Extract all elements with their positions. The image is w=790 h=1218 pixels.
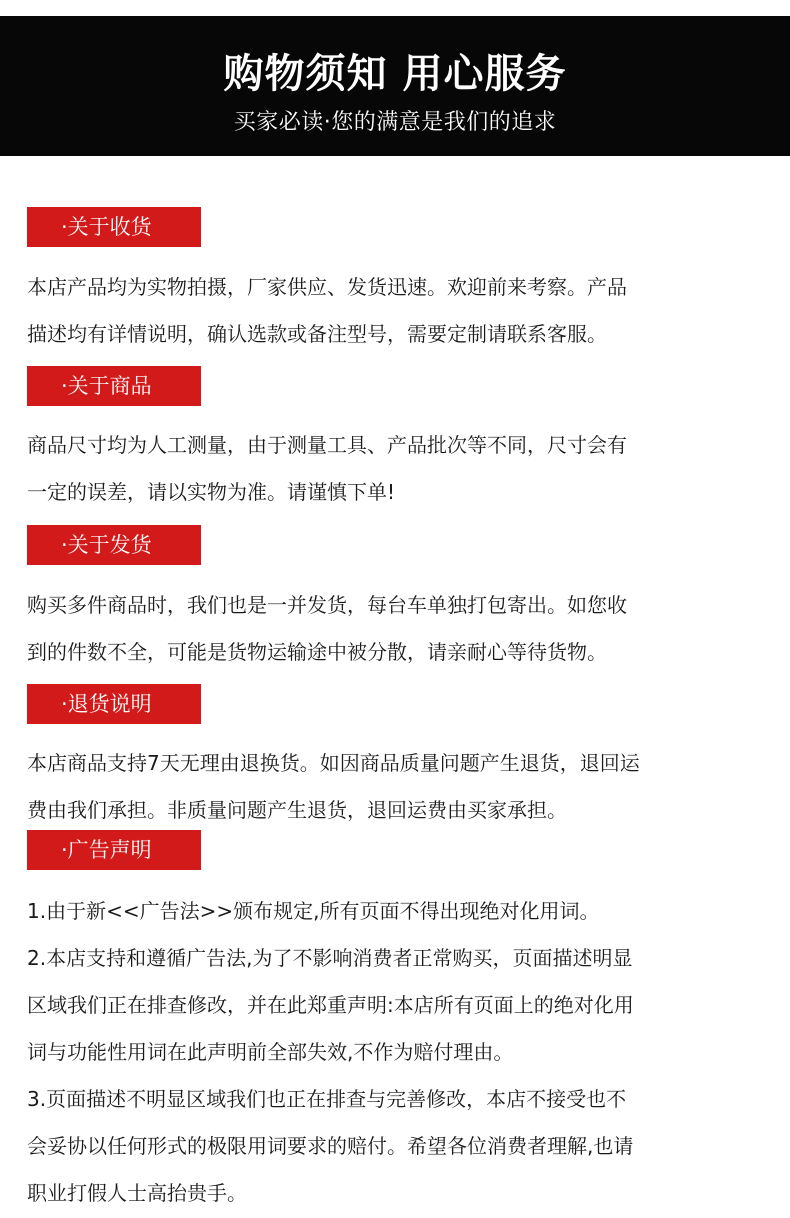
text-line: 2.本店支持和遵循广告法,为了不影响消费者正常购买，页面描述明显 (27, 946, 633, 970)
text-line: 区域我们正在排查修改，并在此郑重声明:本店所有页面上的绝对化用 (27, 993, 634, 1017)
text-line: 描述均有详情说明，确认选款或备注型号，需要定制请联系客服。 (27, 322, 607, 346)
text-line: 1.由于新<<广告法>>颁布规定,所有页面不得出现绝对化用词。 (27, 899, 600, 923)
section-text-product (27, 422, 772, 516)
text-line: 会妥协以任何形式的极限用词要求的赔付。希望各位消费者理解,也请 (27, 1134, 634, 1158)
section-text-shipping (27, 582, 772, 676)
section-tag-receiving: ·关于收货 (27, 207, 201, 247)
text-line: 本店产品均为实物拍摄，厂家供应、发货迅速。欢迎前来考察。产品 (27, 275, 627, 299)
section-tag-returns: ·退货说明 (27, 684, 201, 724)
section-text-ad-statement (27, 888, 772, 1217)
text-line: 3.页面描述不明显区域我们也正在排查与完善修改，本店不接受也不 (27, 1087, 627, 1111)
section-text-returns (27, 740, 772, 834)
top-margin (0, 0, 790, 16)
text-line: 购买多件商品时，我们也是一并发货，每台车单独打包寄出。如您收 (27, 593, 627, 617)
header-banner (0, 16, 790, 156)
section-tag-product: ·关于商品 (27, 366, 201, 406)
text-line: 词与功能性用词在此声明前全部失效,不作为赔付理由。 (27, 1040, 514, 1064)
section-tag-shipping: ·关于发货 (27, 525, 201, 565)
text-line: 商品尺寸均为人工测量，由于测量工具、产品批次等不同，尺寸会有 (27, 433, 627, 457)
text-line: 职业打假人士高抬贵手。 (27, 1181, 247, 1205)
text-line: 到的件数不全，可能是货物运输途中被分散，请亲耐心等待货物。 (27, 640, 607, 664)
text-line: 费由我们承担。非质量问题产生退货，退回运费由买家承担。 (27, 798, 567, 822)
text-line: 本店商品支持7天无理由退换货。如因商品质量问题产生退货，退回运 (27, 751, 640, 775)
page-title: 购物须知 用心服务 (223, 51, 567, 97)
page-subtitle: 买家必读·您的满意是我们的追求 (233, 110, 557, 135)
text-line: 一定的误差，请以实物为准。请谨慎下单! (27, 480, 396, 504)
section-text-receiving (27, 264, 772, 358)
section-tag-ad-statement: ·广告声明 (27, 830, 201, 870)
